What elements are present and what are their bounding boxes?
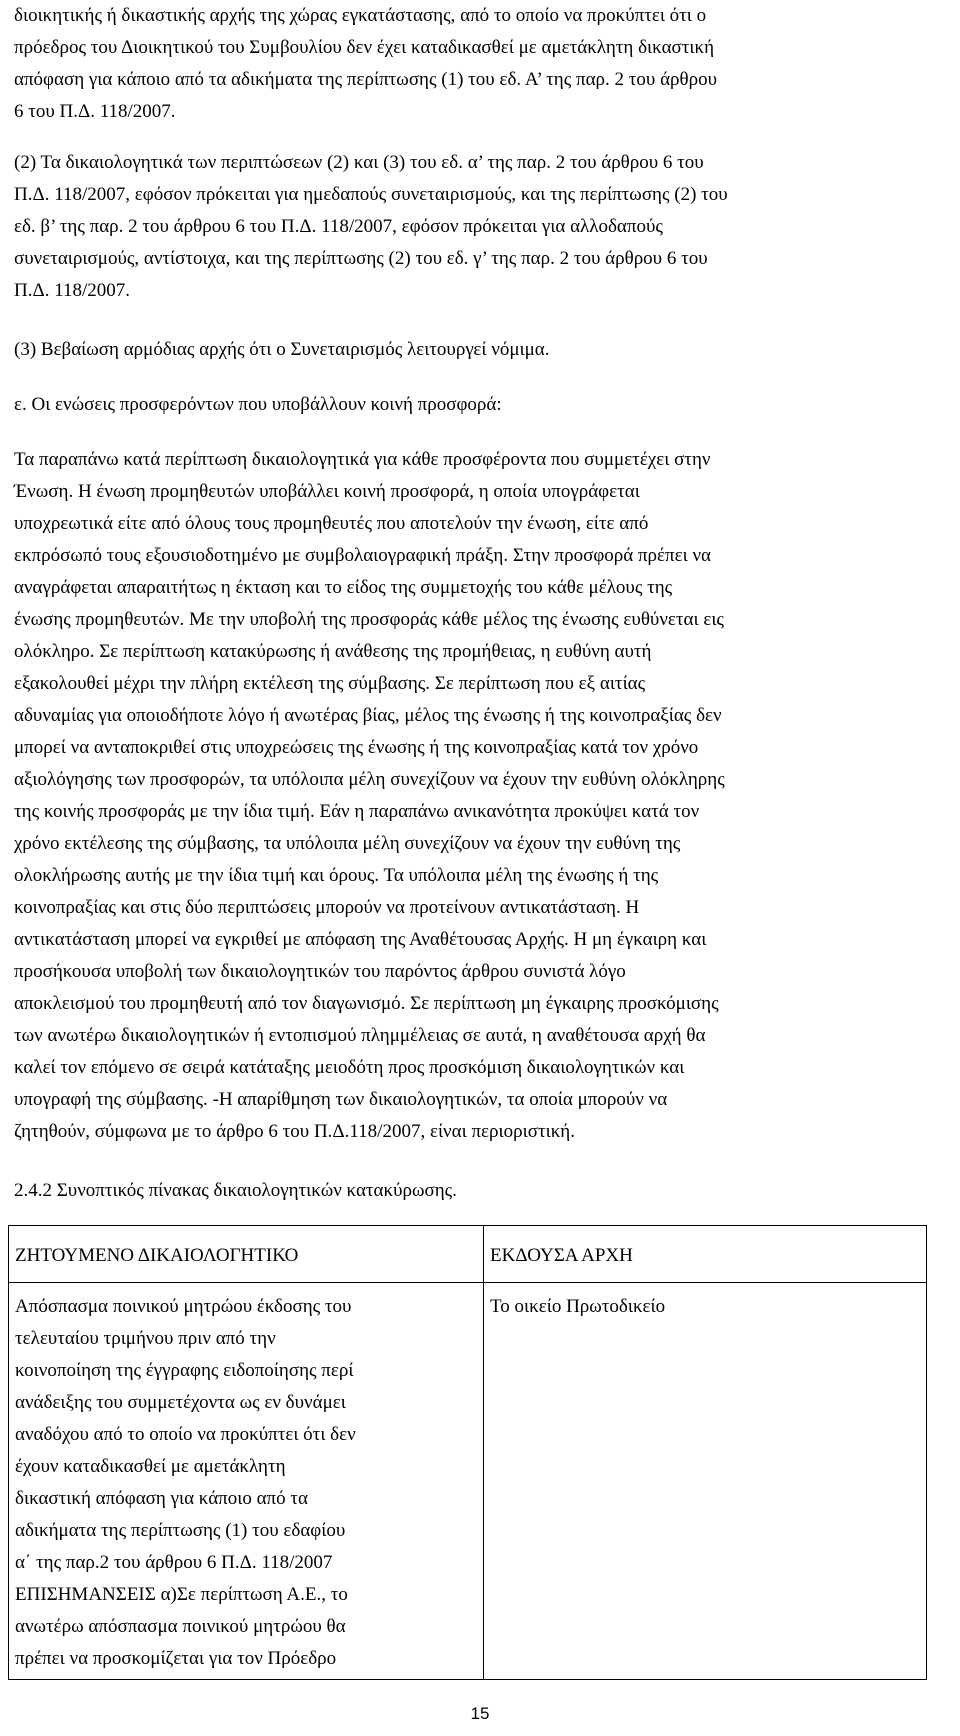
continuation-paragraph: διοικητικής ή δικαστικής αρχής της χώρας εγκατάστασης, από το οποίο να προκύπτει ότι ο πρόεδρος του Διοικητικού του Συμβουλίου δεν έχει καταδικασθεί με αμετάκλητη δικαστική απόφαση για κάποιο από τα αδικήματα της περίπτωσης (1) του εδ. Α’ της παρ. 2 του άρθρου 6 του Π.Δ. 118/2007. — [14, 5, 717, 122]
table-row — [9, 1283, 927, 1680]
requirements-table — [8, 1225, 927, 1680]
table-header-cell — [484, 1226, 927, 1283]
section-e-heading: ε. Οι ενώσεις προσφερόντων που υποβάλλουν κοινή προσφορά: — [14, 394, 502, 415]
table-cell — [484, 1283, 927, 1680]
item-3-paragraph: (3) Βεβαίωση αρμόδιας αρχής ότι ο Συνεταιρισμός λειτουργεί νόμιμα. — [14, 339, 550, 360]
header-requested-document: ΖΗΤΟΥΜΕΝΟ ΔΙΚΑΙΟΛΟΓΗΤΙΚΟ — [15, 1245, 299, 1266]
criminal-record-requirement: Απόσπασμα ποινικού μητρώου έκδοσης του τελευταίου τριμήνου πριν από την κοινοποίηση της έγγραφης ειδοποίησης περί ανάδειξης του συμμετέχοντα ως εν δυνάμει αναδόχου από το οποίο να προκύπτει ότι δεν έχουν καταδικασθεί με αμετάκλητη δικαστική απόφαση για κάποιο από τα αδικήματα της περίπτωσης (1) του εδαφίου α΄ της παρ.2 του άρθρου 6 Π.Δ. 118/2007 ΕΠΙΣΗΜΑΝΣΕΙΣ α)Σε περίπτωση Α.Ε., το ανωτέρω απόσπασμα ποινικού μητρώου θα πρέπει να προσκομίζεται για τον Πρόεδρο — [15, 1296, 356, 1669]
page-number: 15 — [470, 1704, 490, 1723]
table-header-row — [9, 1226, 927, 1283]
section-2-4-2-heading: 2.4.2 Συνοπτικός πίνακας δικαιολογητικών κατακύρωσης. — [14, 1180, 457, 1201]
table-header-cell — [9, 1226, 484, 1283]
table-cell — [9, 1283, 484, 1680]
joint-bid-paragraph: Τα παραπάνω κατά περίπτωση δικαιολογητικά για κάθε προσφέροντα που συμμετέχει στην Ένωση. Η ένωση προμηθευτών υποβάλλει κοινή προσφορά, η οποία υπογράφεται υποχρεωτικά είτε από όλους τους προμηθευτές που αποτελούν την ένωση, είτε από εκπρόσωπό τους εξουσιοδοτημένο με συμβολαιογραφική πράξη. Στην προσφορά πρέπει να αναγράφεται απαραιτήτως η έκταση και το είδος της συμμετοχής του κάθε μέλους της ένωσης προμηθευτών. Με την υποβολή της προσφοράς κάθε μέλος της ένωσης ευθύνεται εις ολόκληρο. Σε περίπτωση κατακύρωσης ή ανάθεσης της προμήθειας, η ευθύνη αυτή εξακολουθεί μέχρι την πλήρη εκτέλεση της σύμβασης. Σε περίπτωση που εξ αιτίας αδυναμίας για οποιοδήποτε λόγο ή ανωτέρας βίας, μέλος της ένωσης ή της κοινοπραξίας δεν μπορεί να ανταποκριθεί στις υποχρεώσεις της ένωσης ή της κοινοπραξίας κατά τον χρόνο αξιολόγησης των προσφορών, τα υπόλοιπα μέλη συνεχίζουν να έχουν την ευθύνη ολόκληρης της κοινής προσφοράς με την ίδια τιμή. Εάν η παραπάνω ανικανότητα προκύψει κατά τον χρόνο εκτέλεσης της σύμβασης, τα υπόλοιπα μέλη συνεχίζουν να έχουν την ευθύνη της ολοκλήρωσης αυτής με την ίδια τιμή και όρους. Τα υπόλοιπα μέλη της ένωσης ή της κοινοπραξίας και στις δύο περιπτώσεις μπορούν να προτείνουν αντικατάσταση. Η αντικατάσταση μπορεί να εγκριθεί με απόφαση της Αναθέτουσας Αρχής. Η μη έγκαιρη και προσήκουσα υποβολή των δικαιολογητικών του παρόντος άρθρου συνιστά λόγο αποκλεισμού του προμηθευτή από τον διαγωνισμό. Σε περίπτωση μη έγκαιρης προσκόμισης των ανωτέρω δικαιολογητικών ή εντοπισμού πλημμέλειας σε αυτά, η αναθέτουσα αρχή θα καλεί τον επόμενο σε σειρά κατάταξης μειοδότη προς προσκόμιση δικαιολογητικών και υπογραφή της σύμβασης. -Η απαρίθμηση των δικαιολογητικών, τα οποία μπορούν να ζητηθούν, σύμφωνα με το άρθρο 6 του Π.Δ.118/2007, είναι περιοριστική. — [14, 449, 725, 1142]
header-issuing-authority: ΕΚΔΟΥΣΑ ΑΡΧΗ — [490, 1245, 633, 1266]
item-2-paragraph: (2) Τα δικαιολογητικά των περιπτώσεων (2) και (3) του εδ. α’ της παρ. 2 του άρθρου 6 του Π.Δ. 118/2007, εφόσον πρόκειται για ημεδαπούς συνεταιρισμούς, και της περίπτωσης (2) του εδ. β’ της παρ. 2 του άρθρου 6 του Π.Δ. 118/2007, εφόσον πρόκειται για αλλοδαπούς συνεταιρισμούς, αντίστοιχα, και της περίπτωσης (2) του εδ. γ’ της παρ. 2 του άρθρου 6 του Π.Δ. 118/2007. — [14, 152, 728, 301]
issuing-court: Το οικείο Πρωτοδικείο — [490, 1296, 666, 1317]
